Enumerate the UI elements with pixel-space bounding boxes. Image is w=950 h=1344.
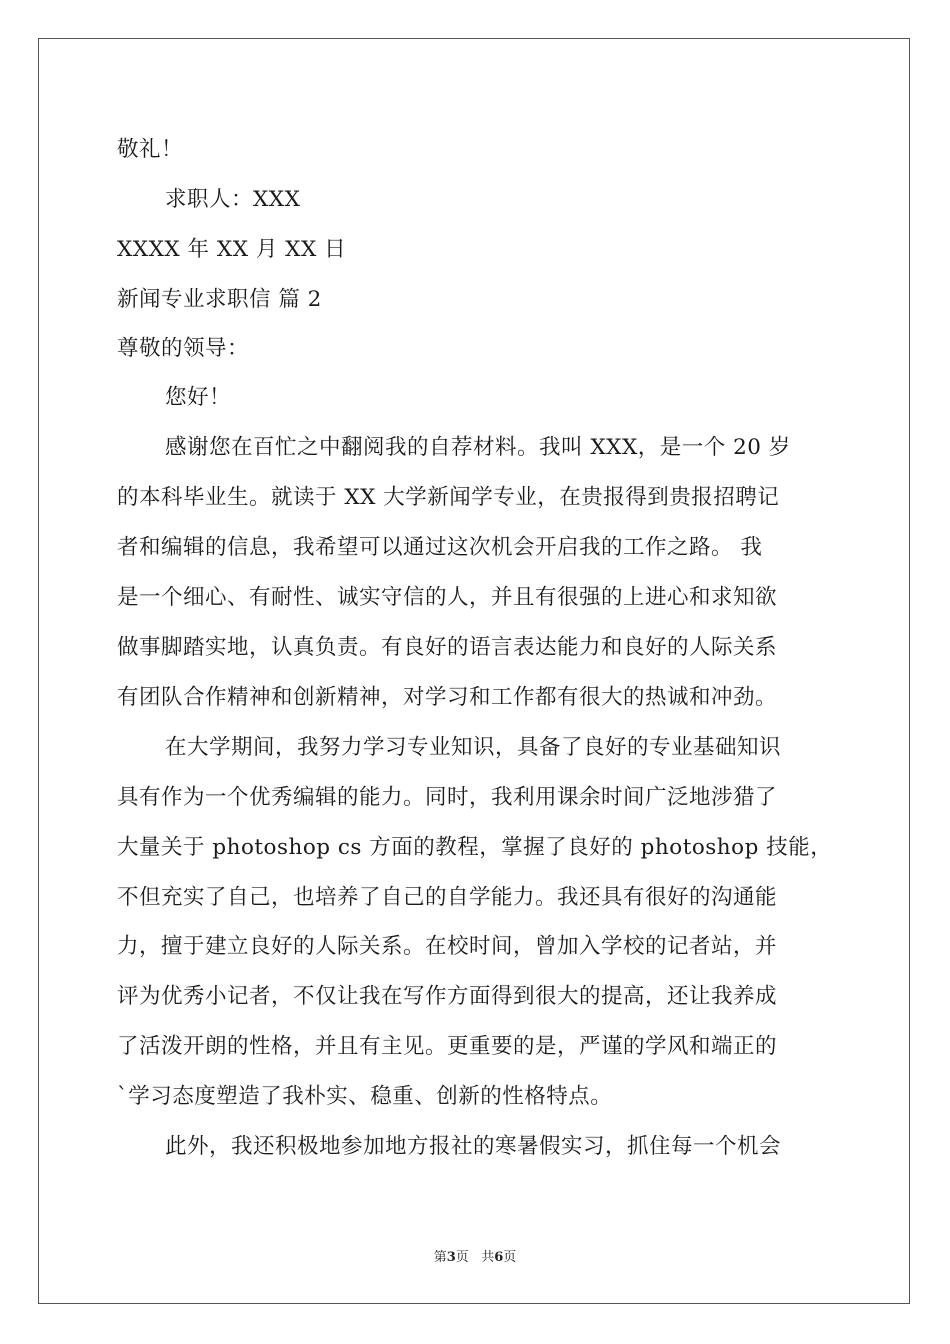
paragraph-line: `学习态度塑造了我朴实、稳重、创新的性格特点。	[117, 1084, 613, 1109]
total-pages: 6	[494, 1250, 504, 1265]
applicant-signature: 求职人：XXX	[165, 187, 301, 212]
page-number: 3	[446, 1250, 456, 1265]
paragraph-line: 感谢您在百忙之中翻阅我的自荐材料。我叫 XXX，是一个 20 岁	[165, 435, 791, 460]
total-suffix: 页	[503, 1250, 517, 1265]
paragraph-line: 具有作为一个优秀编辑的能力。同时，我利用课余时间广泛地涉猎了	[117, 785, 778, 810]
greeting: 您好！	[165, 385, 232, 410]
paragraph-line: 是一个细心、有耐性、诚实守信的人，并且有很强的上进心和求知欲	[117, 585, 778, 610]
paragraph-line: 做事脚踏实地，认真负责。有良好的语言表达能力和良好的人际关系	[117, 635, 778, 660]
closing-salutation: 敬礼！	[117, 137, 184, 162]
paragraph-line: 在大学期间，我努力学习专业知识，具备了良好的专业基础知识	[165, 735, 782, 760]
section-title: 新闻专业求职信 篇 2	[117, 287, 322, 312]
page-suffix: 页	[455, 1250, 469, 1265]
page-footer	[0, 1246, 950, 1265]
paragraph-line: 不但充实了自己，也培养了自己的自学能力。我还具有很好的沟通能	[117, 885, 778, 910]
paragraph-line: 的本科毕业生。就读于 XX 大学新闻学专业，在贵报得到贵报招聘记	[117, 485, 780, 510]
paragraph-line: 评为优秀小记者，不仅让我在写作方面得到很大的提高，还让我养成	[117, 984, 778, 1009]
paragraph-line: 有团队合作精神和创新精神，对学习和工作都有很大的热诚和冲劲。	[117, 685, 778, 710]
page-border	[38, 38, 910, 1304]
page-prefix: 第	[433, 1250, 447, 1265]
paragraph-line: 大量关于 photoshop cs 方面的教程，掌握了良好的 photoshop 技能，	[117, 835, 833, 860]
paragraph-line: 者和编辑的信息，我希望可以通过这次机会开启我的工作之路。 我	[117, 535, 763, 560]
paragraph-line: 了活泼开朗的性格，并且有主见。更重要的是，严谨的学风和端正的	[117, 1034, 778, 1059]
greeting-recipient: 尊敬的领导：	[117, 336, 250, 361]
letter-date: XXXX 年 XX 月 XX 日	[117, 237, 347, 262]
paragraph-line: 力，擅于建立良好的人际关系。在校时间，曾加入学校的记者站，并	[117, 934, 778, 959]
paragraph-line: 此外，我还积极地参加地方报社的寒暑假实习，抓住每一个机会	[165, 1134, 782, 1159]
total-prefix: 共	[481, 1250, 495, 1265]
